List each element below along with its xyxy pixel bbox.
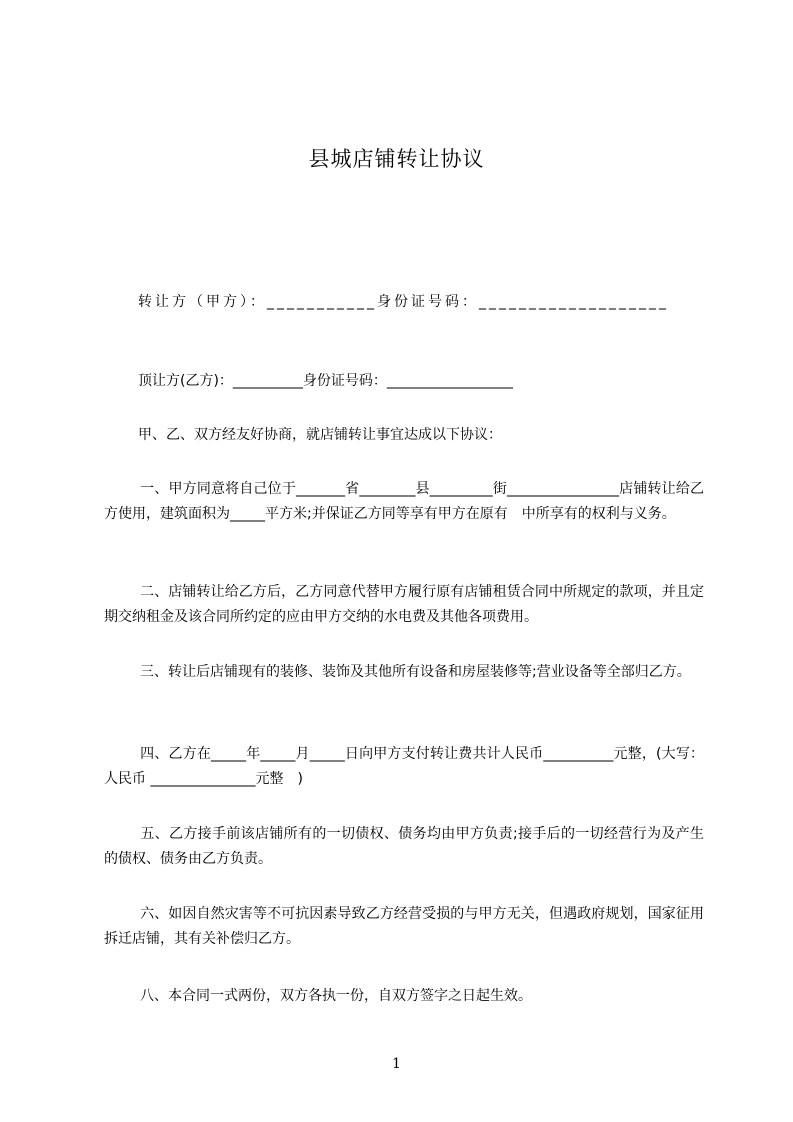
clause-1 xyxy=(104,477,704,527)
clause-4 xyxy=(104,742,704,792)
clause-6-text: 六、如因自然灾害等不可抗因素导致乙方经营受损的与甲方无关，但遇政府规划，国家征用拆迁店铺，其有关补偿归乙方。 xyxy=(104,906,704,947)
transferor-line: 转让方（甲方）：___________身份证号码：___________________ xyxy=(138,294,669,310)
document-title: 县城店铺转让协议 xyxy=(308,147,485,171)
clause-3-text: 三、转让后店铺现有的装修、装饰及其他所有设备和房屋装修等;营业设备等全部归乙方。 xyxy=(140,664,691,680)
clause-2 xyxy=(104,580,704,630)
clause-2-text: 二、店铺转让给乙方后，乙方同意代替甲方履行原有店铺租赁合同中所规定的款项，并且定期交纳租金及该合同所约定的应由甲方交纳的水电费及其他各项费用。 xyxy=(104,584,704,625)
clause-3 xyxy=(104,660,704,685)
clause-1-text: 一、甲方同意将自己位于_______省________县_________街________________店铺转让给乙方使用，建筑面积为_____平方米;并保证乙方同等享有甲方在原有 中所享有的权利与义务。 xyxy=(104,481,704,522)
intro-text: 甲、乙、双方经友好协商，就店铺转让事宜达成以下协议： xyxy=(138,427,502,443)
transferee-line: 顶让方(乙方)：__________身份证号码：__________________ xyxy=(138,373,513,389)
clause-5-text: 五、乙方接手前该店铺所有的一切债权、债务均由甲方负责;接手后的一切经营行为及产生的债权、债务由乙方负责。 xyxy=(104,826,704,867)
clause-5 xyxy=(104,822,704,872)
clause-6 xyxy=(104,902,704,952)
clause-4-text: 四、乙方在_____年_____月_____日向甲方支付转让费共计人民币__________元整，(大写：人民币 _______________元整 ) xyxy=(104,746,704,787)
clause-8-text: 八、本合同一式两份，双方各执一份，自双方签字之日起生效。 xyxy=(140,988,532,1004)
page-number: 1 xyxy=(392,1056,401,1072)
clause-8 xyxy=(104,984,704,1009)
